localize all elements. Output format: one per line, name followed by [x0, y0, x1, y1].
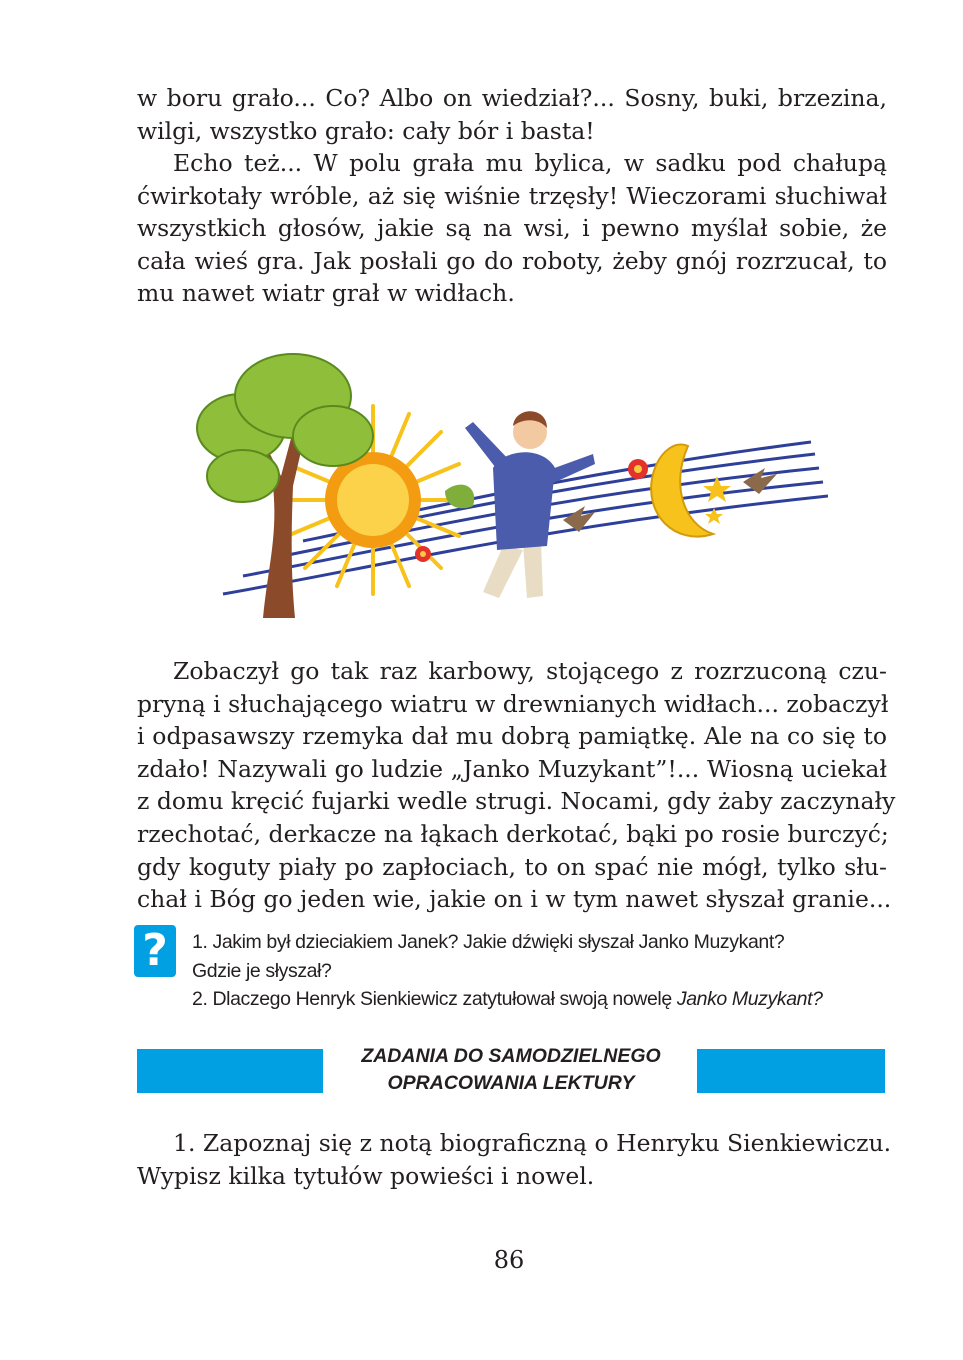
text-line: cała wieś gra. Jak posłali go do roboty, żeby gnój rozrzucał, to [137, 246, 887, 275]
text-line: Zobaczył go tak raz karbowy, stojącego z rozrzuconą czu- [173, 657, 887, 685]
paragraph-1 [137, 82, 887, 147]
question-2 [192, 985, 892, 1014]
text-line: z domu kręcić fujarki wedle strugi. Nocami, gdy żaby zaczynały [137, 787, 896, 816]
text-line: rzechotać, derkacze na łąkach derkotać, bąki po rosie burczyć; [137, 819, 889, 848]
section-bar-right [697, 1049, 885, 1093]
text-line: 1. Zapoznaj się z notą biograficzną o Henryku Sienkiewiczu. [173, 1129, 892, 1157]
text-line: mu nawet wiatr grał w widłach. [137, 279, 515, 308]
paragraph-3 [137, 655, 896, 916]
question-1-line-2: Gdzie je słyszał? [192, 959, 332, 982]
page-number: 86 [493, 1246, 525, 1274]
text-line: i odpasawszy rzemyka dał mu dobrą pamiątkę. Ale na co się to [137, 722, 887, 751]
questions-block [192, 928, 892, 1014]
section-title-line-1: ZADANIA DO SAMODZIELNEGO [361, 1045, 661, 1067]
section-title-line-2: OPRACOWANIA LEKTURY [387, 1072, 635, 1094]
text-line: pryną i słuchającego wiatru w drewnianych widłach... zobaczył [137, 689, 889, 718]
janko-illustration [183, 336, 828, 618]
task-1 [137, 1127, 892, 1192]
text-line: zdało! Nazywali go ludzie „Janko Muzykant”!... Wiosną uciekał [137, 754, 887, 783]
paragraph-2 [137, 147, 887, 310]
question-mark-icon: ? [134, 925, 176, 977]
text-line: w boru grało... Co? Albo on wiedział?... Sosny, buki, brzezina, [137, 84, 887, 112]
text-line: wszystkich głosów, jakie są na wsi, i pewno myślał sobie, że [137, 214, 887, 243]
text-line: wilgi, wszystko grało: cały bór i basta! [137, 116, 595, 145]
section-title [330, 1043, 692, 1097]
text-line: ćwirkotały wróble, aż się wiśnie trzęsły! Wieczorami słuchiwał [137, 181, 887, 210]
text-line: Echo też... W polu grała mu bylica, w sadku pod chałupą [173, 149, 887, 177]
question-2-text: 2. Dlaczego Henryk Sienkiewicz zatytułował swoją nowelę [192, 988, 677, 1010]
text-line: gdy koguty piały po zapłociach, to on spać nie mógł, tylko słu- [137, 852, 887, 881]
red-flower [415, 546, 431, 562]
section-bar-left [137, 1049, 323, 1093]
red-flower [628, 459, 648, 479]
text-line: chał i Bóg go jeden wie, jakie on i w tym nawet słyszał granie... [137, 885, 892, 914]
question-1-line-1: 1. Jakim był dzieciakiem Janek? Jakie dźwięki słyszał Janko Muzykant? [192, 931, 785, 953]
text-line: Wypisz kilka tytułów powieści i nowel. [137, 1161, 595, 1190]
stars [703, 476, 731, 524]
question-2-title: Janko Muzykant? [676, 988, 823, 1010]
